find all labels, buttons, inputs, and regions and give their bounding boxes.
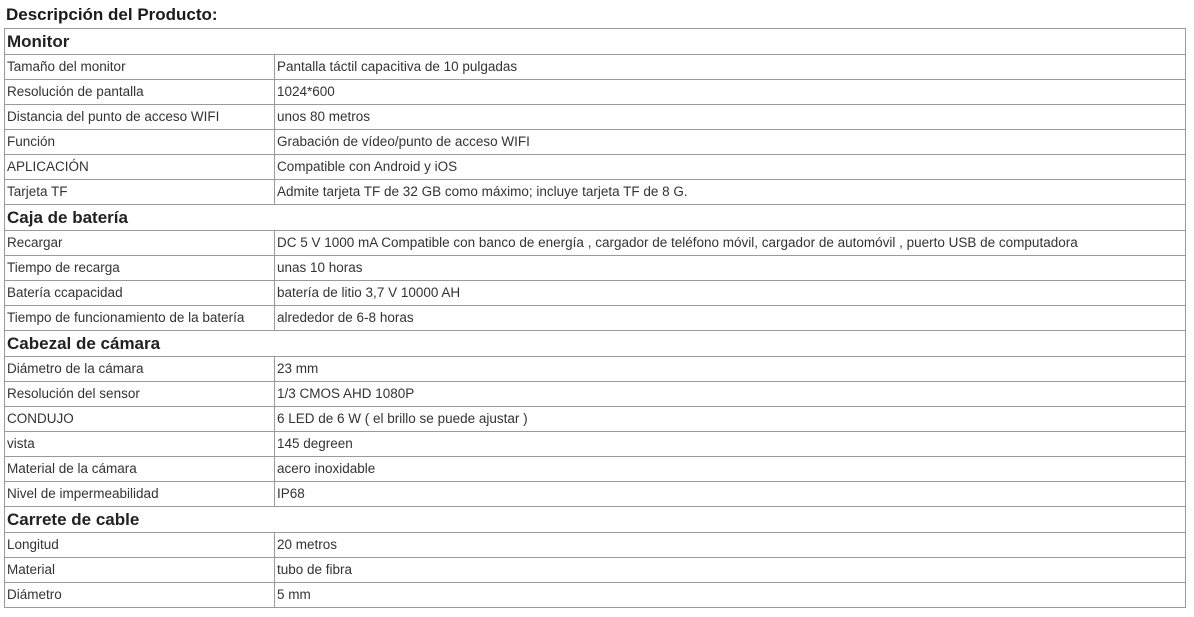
spec-label: Recargar — [5, 231, 275, 256]
spec-value: Admite tarjeta TF de 32 GB como máximo; incluye tarjeta TF de 8 G. — [275, 180, 1186, 205]
table-row — [5, 432, 1186, 457]
spec-value: 145 degreen — [275, 432, 1186, 457]
spec-label: Diámetro — [5, 583, 275, 608]
table-row — [5, 558, 1186, 583]
table-row — [5, 130, 1186, 155]
spec-value: 20 metros — [275, 533, 1186, 558]
spec-value: Grabación de vídeo/punto de acceso WIFI — [275, 130, 1186, 155]
spec-value: 1024*600 — [275, 80, 1186, 105]
spec-label: Diámetro de la cámara — [5, 357, 275, 382]
table-row — [5, 382, 1186, 407]
table-row — [5, 256, 1186, 281]
spec-label: CONDUJO — [5, 407, 275, 432]
spec-label: Tarjeta TF — [5, 180, 275, 205]
spec-label: APLICACIÓN — [5, 155, 275, 180]
table-row — [5, 583, 1186, 608]
table-row — [5, 533, 1186, 558]
section-header-monitor: Monitor — [5, 29, 1186, 55]
spec-label: Resolución del sensor — [5, 382, 275, 407]
table-row — [5, 231, 1186, 256]
spec-label: Material de la cámara — [5, 457, 275, 482]
spec-value: Compatible con Android y iOS — [275, 155, 1186, 180]
table-row — [5, 306, 1186, 331]
spec-value: 1/3 CMOS AHD 1080P — [275, 382, 1186, 407]
section-row-camera — [5, 331, 1186, 357]
table-row — [5, 281, 1186, 306]
spec-value: IP68 — [275, 482, 1186, 507]
spec-label: Batería ccapacidad — [5, 281, 275, 306]
spec-value: alrededor de 6-8 horas — [275, 306, 1186, 331]
section-header-battery: Caja de batería — [5, 205, 1186, 231]
spec-value: DC 5 V 1000 mA Compatible con banco de energía , cargador de teléfono móvil, cargador de automóvil , puerto USB de computadora — [275, 231, 1186, 256]
spec-value: 5 mm — [275, 583, 1186, 608]
spec-value: 6 LED de 6 W ( el brillo se puede ajustar ) — [275, 407, 1186, 432]
table-row — [5, 482, 1186, 507]
table-row — [5, 407, 1186, 432]
spec-label: Longitud — [5, 533, 275, 558]
spec-label: Tamaño del monitor — [5, 55, 275, 80]
spec-value: 23 mm — [275, 357, 1186, 382]
spec-table — [4, 28, 1186, 608]
table-row — [5, 457, 1186, 482]
spec-value: Pantalla táctil capacitiva de 10 pulgadas — [275, 55, 1186, 80]
spec-value: acero inoxidable — [275, 457, 1186, 482]
table-row — [5, 105, 1186, 130]
section-row-monitor — [5, 29, 1186, 55]
spec-value: batería de litio 3,7 V 10000 AH — [275, 281, 1186, 306]
spec-label: Resolución de pantalla — [5, 80, 275, 105]
table-row — [5, 155, 1186, 180]
table-row — [5, 55, 1186, 80]
spec-label: Función — [5, 130, 275, 155]
spec-value: unas 10 horas — [275, 256, 1186, 281]
section-row-cable-reel — [5, 507, 1186, 533]
spec-label: Nivel de impermeabilidad — [5, 482, 275, 507]
table-row — [5, 357, 1186, 382]
table-row — [5, 80, 1186, 105]
page-title: Descripción del Producto: — [6, 5, 218, 24]
spec-label: Tiempo de recarga — [5, 256, 275, 281]
section-header-camera: Cabezal de cámara — [5, 331, 1186, 357]
spec-value: unos 80 metros — [275, 105, 1186, 130]
spec-label: Material — [5, 558, 275, 583]
spec-value: tubo de fibra — [275, 558, 1186, 583]
spec-label: Distancia del punto de acceso WIFI — [5, 105, 275, 130]
spec-label: vista — [5, 432, 275, 457]
section-header-cable-reel: Carrete de cable — [5, 507, 1186, 533]
section-row-battery — [5, 205, 1186, 231]
table-row — [5, 180, 1186, 205]
spec-label: Tiempo de funcionamiento de la batería — [5, 306, 275, 331]
